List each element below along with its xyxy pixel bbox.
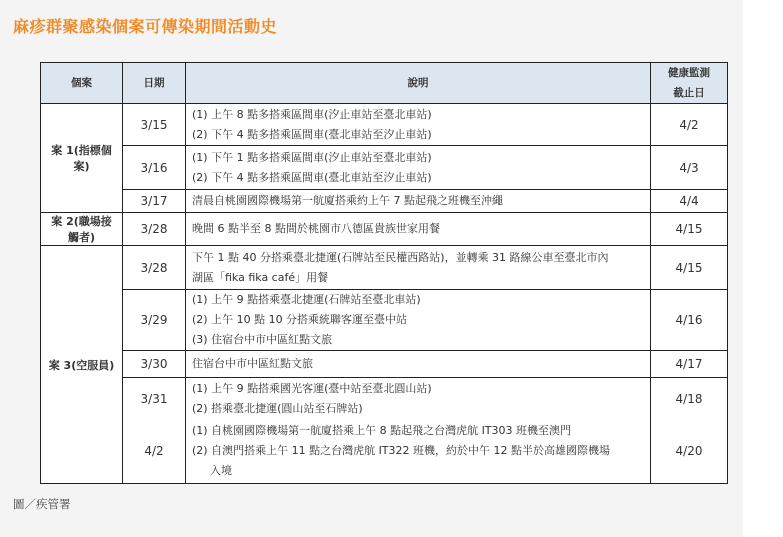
table-row bbox=[41, 246, 728, 290]
header-monitoring-end-line1: 健康監測 bbox=[668, 67, 710, 79]
monitoring-end-cell: 4/18 bbox=[651, 378, 728, 420]
description-cell bbox=[186, 213, 651, 246]
monitoring-end-cell: 4/15 bbox=[651, 213, 728, 246]
header-monitoring-end bbox=[651, 63, 728, 104]
description-cell bbox=[186, 290, 651, 351]
description-line: (1) 上午 9 點搭乘國光客運(臺中站至臺北圓山站) bbox=[192, 381, 432, 395]
table-row bbox=[41, 190, 728, 213]
description-line: 湖區「fika fika café」用餐 bbox=[192, 270, 329, 284]
table-row bbox=[41, 420, 728, 484]
case-label: 案 3(空服員) bbox=[41, 246, 123, 484]
page-title: 麻疹群聚感染個案可傳染期間活動史 bbox=[13, 17, 278, 36]
page-right-margin bbox=[743, 0, 783, 537]
description-cell bbox=[186, 378, 651, 420]
monitoring-end-cell: 4/15 bbox=[651, 246, 728, 290]
description-line: (2) 自澳門搭乘上午 11 點之台灣虎航 IT322 班機，約於中午 12 點半於高雄國際機場 bbox=[192, 444, 611, 458]
table-row bbox=[41, 351, 728, 378]
description-line: 住宿台中市中區紅點文旅 bbox=[192, 357, 313, 370]
description-cell bbox=[186, 420, 651, 484]
description-line: (1) 自桃園國際機場第一航廈搭乘上午 8 點起飛之台灣虎航 IT303 班機至澳門 bbox=[192, 424, 572, 438]
monitoring-end-cell: 4/4 bbox=[651, 190, 728, 213]
table-row bbox=[41, 146, 728, 190]
date-cell: 4/2 bbox=[123, 420, 186, 484]
date-cell: 3/31 bbox=[123, 378, 186, 420]
description-cell bbox=[186, 190, 651, 213]
date-cell: 3/17 bbox=[123, 190, 186, 213]
description-line: (1) 上午 8 點多搭乘區間車(汐止車站至臺北車站) bbox=[192, 107, 432, 121]
table-row bbox=[41, 104, 728, 146]
monitoring-end-cell: 4/3 bbox=[651, 146, 728, 190]
table-row bbox=[41, 213, 728, 246]
description-line: 清晨自桃園國際機場第一航廈搭乘約上午 7 點起飛之班機至沖繩 bbox=[192, 194, 503, 207]
description-line: (2) 上午 10 點 10 分搭乘統聯客運至臺中站 bbox=[192, 313, 408, 326]
description-cell bbox=[186, 146, 651, 190]
case-label: 案 1(指標個案) bbox=[41, 104, 123, 213]
description-cell bbox=[186, 246, 651, 290]
description-line: 晚間 6 點半至 8 點間於桃園市八德區貴族世家用餐 bbox=[192, 222, 440, 235]
date-cell: 3/28 bbox=[123, 246, 186, 290]
monitoring-end-cell: 4/20 bbox=[651, 420, 728, 484]
description-line: 入境 bbox=[210, 464, 232, 478]
table-row bbox=[41, 378, 728, 420]
table-row bbox=[41, 290, 728, 351]
header-description: 說明 bbox=[186, 63, 651, 104]
monitoring-end-cell: 4/16 bbox=[651, 290, 728, 351]
description-cell bbox=[186, 104, 651, 146]
date-cell: 3/30 bbox=[123, 351, 186, 378]
description-line: (2) 下午 4 點多搭乘區間車(臺北車站至汐止車站) bbox=[192, 170, 432, 184]
description-line: (1) 上午 9 點搭乘臺北捷運(石牌站至臺北車站) bbox=[192, 293, 421, 306]
description-line: (2) 下午 4 點多搭乘區間車(臺北車站至汐止車站) bbox=[192, 127, 432, 141]
table-header-row bbox=[41, 63, 728, 104]
header-case: 個案 bbox=[41, 63, 123, 104]
description-line: (3) 住宿台中市中區紅點文旅 bbox=[192, 333, 333, 346]
date-cell: 3/15 bbox=[123, 104, 186, 146]
date-cell: 3/28 bbox=[123, 213, 186, 246]
description-line: 下午 1 點 40 分搭乘臺北捷運(石牌站至民權西路站)，並轉乘 31 路線公車至臺北市內 bbox=[192, 250, 609, 264]
activity-history-table bbox=[40, 62, 728, 484]
description-line: (2) 搭乘臺北捷運(圓山站至石牌站) bbox=[192, 401, 363, 415]
description-cell bbox=[186, 351, 651, 378]
monitoring-end-cell: 4/2 bbox=[651, 104, 728, 146]
monitoring-end-cell: 4/17 bbox=[651, 351, 728, 378]
case-label: 案 2(職場接觸者) bbox=[41, 213, 123, 246]
image-source-credit: 圖／疾管署 bbox=[13, 497, 71, 511]
date-cell: 3/29 bbox=[123, 290, 186, 351]
description-line: (1) 下午 1 點多搭乘區間車(汐止車站至臺北車站) bbox=[192, 150, 432, 164]
date-cell: 3/16 bbox=[123, 146, 186, 190]
header-date: 日期 bbox=[123, 63, 186, 104]
header-monitoring-end-line2: 截止日 bbox=[673, 87, 705, 99]
